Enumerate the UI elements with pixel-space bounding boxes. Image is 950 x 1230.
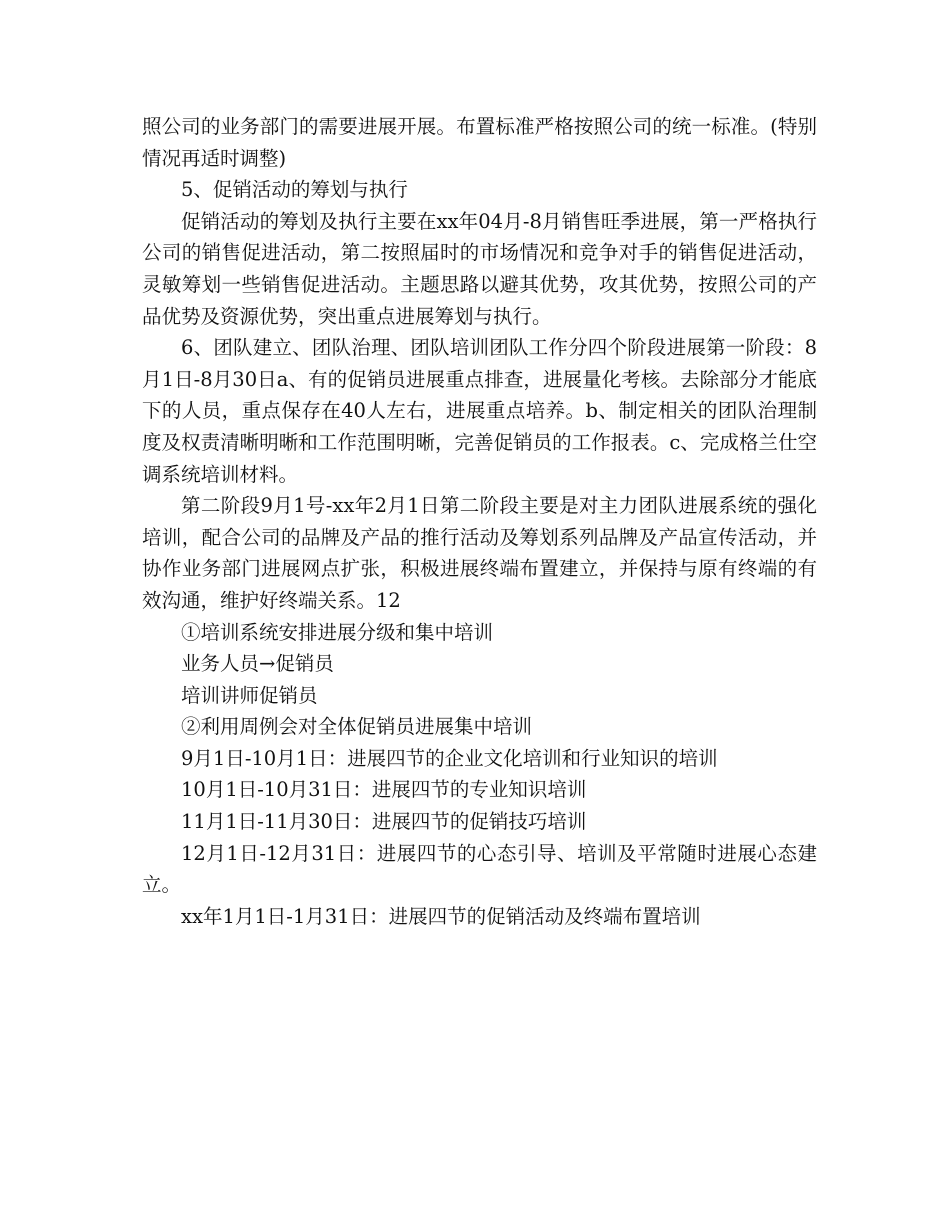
section-heading-promotion: 5、促销活动的筹划与执行 <box>181 178 408 202</box>
schedule-item-september: 9月1日-10月1日：进展四节的企业文化培训和行业知识的培训 <box>181 746 718 770</box>
paragraph-team-stage-one: 6、团队建立、团队治理、团队培训团队工作分四个阶段进展第一阶段：8月1日-8月30日a、有的促销员进展重点排查，进展量化考核。去除部分才能底下的人员，重点保存在40人左右，进展重点培养。b、制定相关的团队治理制度及权责清晰明晰和工作范围明晰，完善促销员的工作报表。c、完成格兰仕空调系统培训材料。 <box>142 336 817 486</box>
schedule-item-january: xx年1月1日-1月31日：进展四节的促销活动及终端布置培训 <box>181 904 701 928</box>
paragraph-continuation: 照公司的业务部门的需要进展开展。布置标准严格按照公司的统一标准。(特别情况再适时调整) <box>142 115 817 170</box>
list-item-trainer: 培训讲师促销员 <box>181 683 318 707</box>
schedule-item-october: 10月1日-10月31日：进展四节的专业知识培训 <box>181 778 587 802</box>
list-item-business-staff: 业务人员→促销员 <box>181 652 334 676</box>
schedule-item-december: 12月1日-12月31日：进展四节的心态引导、培训及平常随时进展心态建立。 <box>142 841 817 897</box>
list-item-training-system: ①培训系统安排进展分级和集中培训 <box>181 620 494 644</box>
paragraph-team-stage-two: 第二阶段9月1号-xx年2月1日第二阶段主要是对主力团队进展系统的强化培训，配合公司的品牌及产品的推行活动及筹划系列品牌及产品宣传活动，并协作业务部门进展网点扩张，积极进展终端布置建立，并保持与原有终端的有效沟通，维护好终端关系。12 <box>142 494 817 612</box>
list-item-weekly-meeting: ②利用周例会对全体促销员进展集中培训 <box>181 715 533 739</box>
document-body <box>142 111 817 932</box>
paragraph-promotion-plan: 促销活动的筹划及执行主要在xx年04月-8月销售旺季进展，第一严格执行公司的销售促进活动，第二按照届时的市场情况和竞争对手的销售促进活动，灵敏筹划一些销售促进活动。主题思路以避其优势，攻其优势，按照公司的产品优势及资源优势，突出重点进展筹划与执行。 <box>142 209 817 328</box>
schedule-item-november: 11月1日-11月30日：进展四节的促销技巧培训 <box>181 810 587 834</box>
